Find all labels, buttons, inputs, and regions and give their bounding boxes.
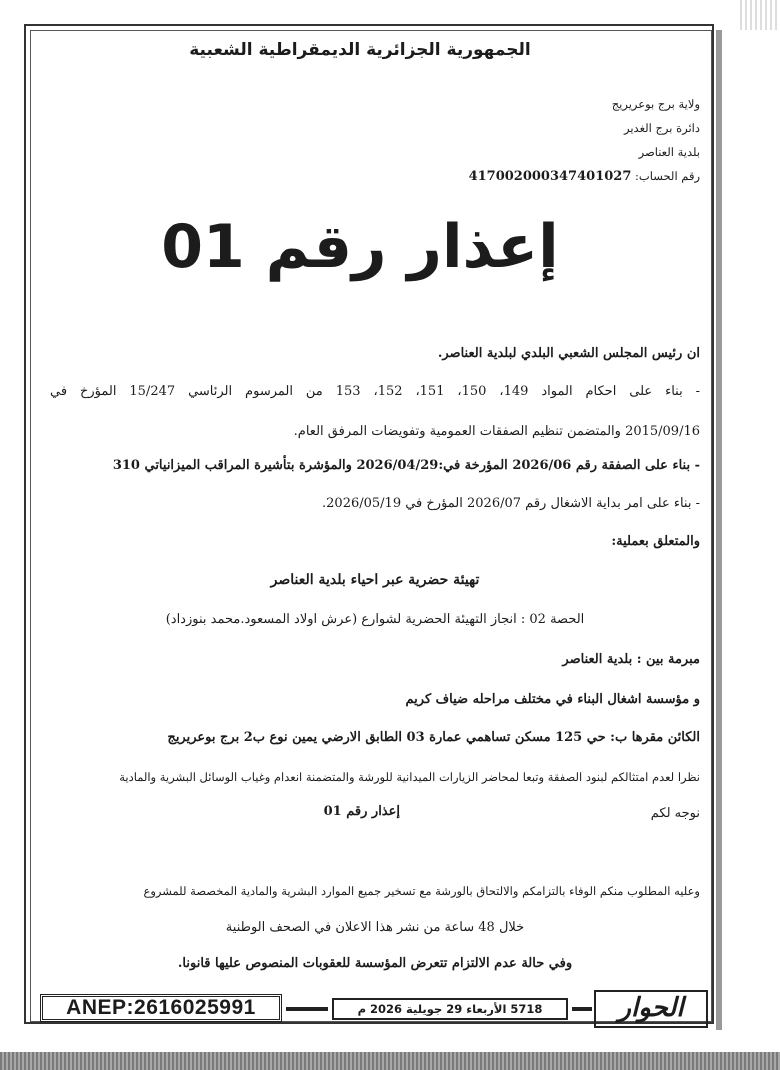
request-line-1: وعليه المطلوب منكم الوفاء بالتزامكم والالتحاق بالورشة مع تسخير جميع الموارد البشرية والمادية المخصصة للمشروع xyxy=(143,884,700,898)
request-line-2: خلال 48 ساعة من نشر هذا الاعلان في الصحف الوطنية xyxy=(225,920,525,935)
legal-basis-line-2: 2015/09/16 والمتضمن تنظيم الصفقات العمومية وتفويضات المرفق العام. xyxy=(293,424,700,439)
work-order-line: - بناء على امر بداية الاشغال رقم 2026/07 المؤرخ في 2026/05/19. xyxy=(322,496,700,511)
reason-line: نظرا لعدم امتثالكم لبنود الصفقة وتبعا لمحاضر الزيارات الميدانية للورشة والمتضمنة انعدام وغياب الوسائل البشرية والمادية xyxy=(119,770,700,784)
account-line xyxy=(380,164,700,189)
account-number: 417002000347401027 xyxy=(468,169,632,184)
project-title: تهيئة حضرية عبر احياء بلدية العناصر xyxy=(270,572,480,588)
notice-number-label: إعذار رقم 01 xyxy=(323,804,400,819)
anep-reference: ANEP:2616025991 xyxy=(40,994,282,1022)
scan-edge xyxy=(740,0,780,30)
scan-shadow xyxy=(716,30,722,1030)
addressed-line: نوجه لكم xyxy=(650,806,700,821)
notice-title: إعذار رقم 01 xyxy=(161,212,559,282)
account-label: رقم الحساب: xyxy=(635,169,700,183)
issuer-line: ان رئيس المجلس الشعبي البلدي لبلدية العناصر. xyxy=(437,346,700,361)
newspaper-logo: الحوار xyxy=(594,990,708,1028)
commune-line: بلدية العناصر xyxy=(638,145,700,159)
daira-line: دائرة برج الغدير xyxy=(624,121,700,135)
republic-heading: الجمهورية الجزائرية الديمقراطية الشعبية xyxy=(189,40,531,60)
subject-label: والمتعلق بعملية: xyxy=(611,534,700,549)
contract-line: - بناء على الصفقة رقم 2026/06 المؤرخة في:2026/04/29 والمؤشرة بتأشيرة المراقب الميزانياتي 310 xyxy=(112,458,700,473)
newspaper-footer xyxy=(40,992,712,1030)
contract-parties-line: مبرمة بين : بلدية العناصر xyxy=(562,652,700,667)
administration-block xyxy=(380,92,700,189)
contractor-line: و مؤسسة اشغال البناء في مختلف مراحله ضياف كريم xyxy=(405,692,700,707)
lot-line: الحصة 02 : انجاز التهيئة الحضرية لشوارع (عرش اولاد المسعود.محمد بنوزداد) xyxy=(165,612,585,627)
request-line-3: وفي حالة عدم الالتزام تتعرض المؤسسة للعقوبات المنصوص عليها قانونا. xyxy=(177,956,573,971)
scan-bottom-edge xyxy=(0,1052,780,1070)
wilaya-line: ولاية برج بوعريريج xyxy=(611,97,700,111)
legal-basis-line-1: - بناء على احكام المواد 149، 150، 151، 152، 153 من المرسوم الرئاسي 15/247 المؤرخ في xyxy=(50,384,701,399)
footer-rule xyxy=(572,1007,592,1011)
issue-dateline: 5718 الأربعاء 29 جويلية 2026 م xyxy=(332,998,568,1020)
footer-rule xyxy=(286,1007,328,1011)
contractor-address: الكائن مقرها ب: حي 125 مسكن تساهمي عمارة 03 الطابق الارضي يمين نوع ب2 برج بوعريريج xyxy=(167,730,700,745)
